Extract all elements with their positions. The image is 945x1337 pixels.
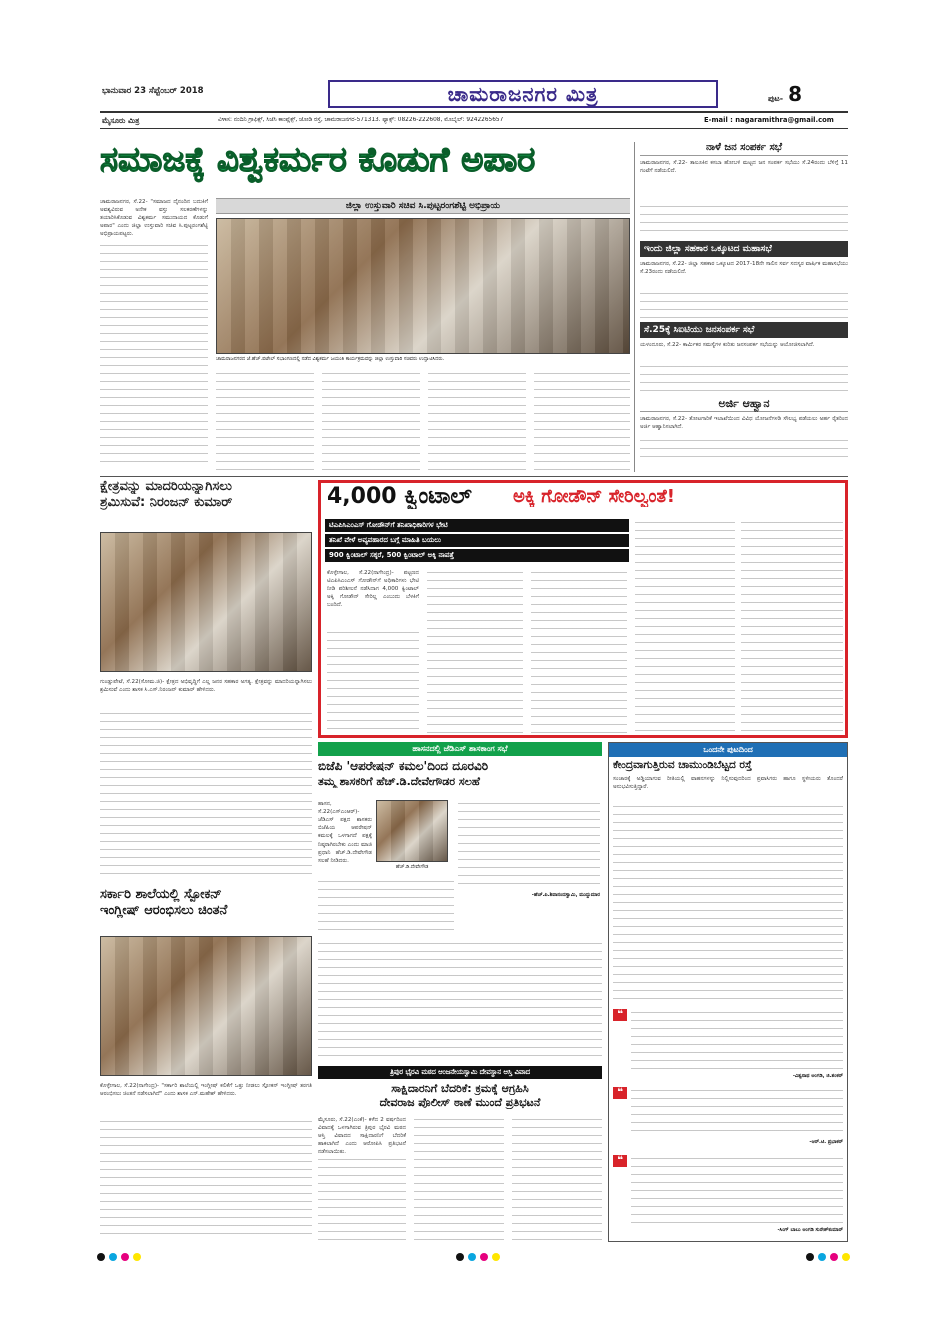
niranjan-headline-line2: ಶ್ರಮಿಸುವೆ: ನಿರಂಜನ್ ಕುಮಾರ್ [100,496,233,511]
rice-col1 [327,629,419,733]
rice-text: ಕೊಳ್ಳೇಗಾಲ, ಸೆ.22(ನಾಗೇಂದ್ರ)- ಪಟ್ಟಣದ ಟಿಎಪಿಸಿಎಂಎಸ್ ಗೋಡೌನ್‌ಗೆ ಅಧಿಕಾರಿಗಳು ಭೇಟಿ ನೀಡಿ ಪರಿಶೀಲನೆ ನಡೆಸಿದಾಗ 4,000 ಕ್ವಿಂಟಾಲ್ ಅಕ್ಕಿ ಗೋಡೌನ್ ಸೇರಿಲ್ಲ ಎಂಬುದು ಬೆಳಕಿಗೆ ಬಂದಿದೆ. [327,570,419,609]
school-story [100,888,312,1242]
quote-mark-2: ❝ [613,1087,627,1099]
sidebar-notices [640,142,848,472]
temple-story [318,1066,602,1242]
school-photo [100,936,312,1076]
niranjan-text: ಗುಂಡ್ಲುಪೇಟೆ, ಸೆ.22(ಸೋಮ.ಜಿ)- ಕ್ಷೇತ್ರದ ಅಭಿವೃದ್ಧಿಗೆ ಎಲ್ಲ ಜನರ ಸಹಕಾರ ಅಗತ್ಯ. ಕ್ಷೇತ್ರವನ್ನು ಮಾದರಿಯನ್ನಾಗಿಸಲು ಶ್ರಮಿಸುವೆ ಎಂದು ಶಾಸಕ ಸಿ.ಎಸ್.ನಿರಂಜನ್ ಕುಮಾರ್ ಹೇಳಿದರು. [100,679,312,694]
rice-col5 [741,519,843,733]
lead-photo-caption: ಚಾಮರಾಜನಗರದ ಜೆ.ಹೆಚ್.ಪಟೇಲ್ ಸಭಾಂಗಣದಲ್ಲಿ ನಡೆದ ವಿಶ್ವಕರ್ಮ ಜಯಂತಿ ಕಾರ್ಯಕ್ರಮವನ್ನು ಜಿಲ್ಲಾ ಉಸ್ತುವಾರಿ ಸಚಿವರು ಉದ್ಘಾಟಿಸಿದರು. [216,356,445,362]
temple-text: ಮೈಸೂರು, ಸೆ.22(ಎಂಕೆ)- ಕಳೆದ 2 ವರ್ಷದಿಂದ ವಿವಾದಕ್ಕೆ ಒಳಗಾಗಿರುವ ತ್ರಿಪುರ ಭೈರವಿ ಮಠದ ಆಸ್ತಿ ವಿವಾದದ ಸಾಕ್ಷಿದಾರನಿಗೆ ಬೆದರಿಕೆ ಹಾಕಲಾಗಿದೆ ಎಂದು ಆರೋಪಿಸಿ ಪ್ರತಿಭಟನೆ ನಡೆಸಲಾಯಿತು. [318,1117,406,1156]
registration-dot [133,1253,141,1261]
quote-mark-3: ❝ [613,1155,627,1167]
registration-dot [806,1253,814,1261]
notice-3-lines [640,363,848,393]
lead-body-col5 [534,370,630,470]
rice-bullet-2: ತನಿಖೆ ವೇಳೆ ಅವ್ಯವಹಾರದ ಬಗ್ಗೆ ಮಾಹಿತಿ ಬಯಲು [325,534,629,547]
temple-col3 [512,1116,602,1240]
jds-headline-line2: ತಮ್ಮ ಶಾಸಕರಿಗೆ ಹೆಚ್.ಡಿ.ದೇವೇಗೌಡರ ಸಲಹೆ [318,776,480,789]
niranjan-headline-line1: ಕ್ಷೇತ್ರವನ್ನು ಮಾದರಿಯನ್ನಾಗಿಸಲು [100,480,232,494]
road-byline-1: -ವಿಶ್ವನಾಥ ಅಂಗಡಿ, ಜಿ.ಶಂಕರ್ [792,1073,843,1079]
road-lines-3 [631,1087,843,1135]
rice-bullets [325,519,629,562]
road-lines-4 [631,1155,843,1223]
masthead [100,80,848,138]
registration-dot [97,1253,105,1261]
registration-dot [121,1253,129,1261]
road-byline-3: -ಸಿಂಗ್ ಬಾಬು ಅಂಗಡಿ ಸುರೇಶ್‌ಕುಮಾರ್ [777,1227,843,1233]
registration-dot [456,1253,464,1261]
lead-body-col1-lines [100,242,208,467]
lead-body-col4 [428,370,526,470]
notice-3-text: ಯಳಂದೂರು, ಸೆ.22- ಕಾರ್ಮಿಕರ ಸಮಸ್ಯೆಗಳ ಕುರಿತು ಜನಸಂಪರ್ಕ ಸಭೆಯನ್ನು ಆಯೋಜಿಸಲಾಗಿದೆ. [640,342,815,348]
road-headline: ಕೇಂದ್ರವಾಗುತ್ತಿರುವ ಚಾಮುಂಡಿಬೆಟ್ಟದ ರಸ್ತೆ [613,759,752,771]
notice-2-text: ಚಾಮರಾಜನಗರ, ಸೆ.22- ಜಿಲ್ಲಾ ಸಹಕಾರ ಒಕ್ಕೂಟದ 2017-18ನೇ ಸಾಲಿನ ಸರ್ವ ಸದಸ್ಯರ ವಾರ್ಷಿಕ ಮಹಾಸಭೆಯು ಸೆ.23ರಂದು ನಡೆಯಲಿದೆ. [640,261,848,276]
niranjan-story [100,480,312,882]
school-lines [100,1118,312,1238]
road-text: ಸಂಚಾರಕ್ಕೆ ಅಡ್ಡಿಯಾಗುವ ರೀತಿಯಲ್ಲಿ ವಾಹನಗಳನ್ನು ನಿಲ್ಲಿಸುವುದರಿಂದ ಪ್ರವಾಸಿಗರು ಹಾಗೂ ಸ್ಥಳೀಯರು ತೊಂದರೆ ಅನುಭವಿಸುತ್ತಿದ್ದಾರೆ. [613,775,843,790]
masthead-bottom-rule [100,128,848,129]
notice-4-text: ಚಾಮರಾಜನಗರ, ಸೆ.22- ತೋಟಗಾರಿಕೆ ಇಲಾಖೆಯಿಂದ ವಿವಿಧ ಯೋಜನೆಗಳಡಿ ಸೌಲಭ್ಯ ಪಡೆಯಲು ಅರ್ಹ ರೈತರಿಂದ ಅರ್ಜಿ ಆಹ್ವಾನಿಸಲಾಗಿದೆ. [640,416,848,431]
registration-dot [480,1253,488,1261]
school-headline-line2: ಇಂಗ್ಲೀಷ್ ಆರಂಭಿಸಲು ಚಿಂತನೆ [100,904,228,919]
registration-dot [492,1253,500,1261]
rice-col3 [531,569,627,733]
registration-dot [830,1253,838,1261]
temple-kicker: ತ್ರಿಪುರ ಭೈರವಿ ಮಠದ ಆಂಜನೇಯಸ್ವಾಮಿ ದೇವಸ್ಥಾನ ಆಸ್ತಿ ವಿವಾದ [318,1066,602,1079]
jds-text: ಹಾಸನ, ಸೆ.22(ಎಸ್‌ಎಂಆರ್)- ಜೆಡಿಎಸ್ ಪಕ್ಷದ ಶಾಸಕರು ಬಿಜೆಪಿಯ ಆಪರೇಷನ್ ಕಮಲಕ್ಕೆ ಒಳಗಾಗದೆ ಪಕ್ಷಕ್ಕೆ ನಿಷ್ಠರಾಗಿರಬೇಕು ಎಂದು ಮಾಜಿ ಪ್ರಧಾನಿ ಹೆಚ್.ಡಿ.ದೇವೇಗೌಡ ಸಲಹೆ ನೀಡಿದರು. [318,801,372,864]
issue-date: ಭಾನುವಾರ 23 ಸೆಪ್ಟೆಂಬರ್ 2018 [102,86,204,96]
jds-kicker: ಹಾಸನದಲ್ಲಿ ಜೆಡಿಎಸ್ ಶಾಸಕಾಂಗ ಸಭೆ [318,742,602,756]
rice-col2 [427,569,523,733]
rice-bullet-3: 900 ಕ್ವಿಂಟಾಲ್ ಸಕ್ಕರೆ, 500 ಕ್ವಿಂಟಾಲ್ ಅಕ್ಕಿ ನಾಪತ್ತೆ [325,549,629,562]
road-kicker: ಒಂದನೇ ಪುಟದಿಂದ [609,743,847,757]
school-text: ಕೊಳ್ಳೇಗಾಲ, ಸೆ.22(ನಾಗೇಂದ್ರ)- "ಸರ್ಕಾರಿ ಶಾಲೆಯಲ್ಲಿ ಇಂಗ್ಲೀಷ್ ಕಲಿಕೆಗೆ ಒತ್ತು ನೀಡಲು ಸ್ಪೋಕನ್ ಇಂಗ್ಲೀಷ್ ತರಗತಿ ಆರಂಭಿಸಲು ಚಿಂತನೆ ನಡೆಸಲಾಗಿದೆ" ಎಂದು ಶಾಸಕ ಎನ್.ಮಹೇಶ್ ಹೇಳಿದರು. [100,1083,312,1098]
niranjan-photo [100,532,312,672]
column-rule [634,142,635,472]
road-box [608,742,848,1242]
notice-2-head: ಇಂದು ಜಿಲ್ಲಾ ಸಹಕಾರ ಒಕ್ಕೂಟದ ಮಹಾಸಭೆ [640,241,848,257]
temple-headline-line1: ಸಾಕ್ಷಿದಾರನಿಗೆ ಬೆದರಿಕೆ: ಕ್ರಮಕ್ಕೆ ಆಗ್ರಹಿಸಿ [391,1083,529,1095]
lead-story [100,142,630,472]
road-lines-2 [631,1009,843,1069]
masthead-rule [100,111,848,113]
registration-dot [468,1253,476,1261]
temple-headline-line2: ದೇವರಾಜ ಪೊಲೀಸ್ ಠಾಣೆ ಮುಂದೆ ಪ್ರತಿಭಟನೆ [379,1097,541,1110]
rice-headline-amount: 4,000 ಕ್ವಿಂಟಾಲ್ [327,485,472,509]
jds-continuation [318,940,602,1062]
section-divider [100,476,848,477]
lead-subhead-band [216,198,630,214]
publisher-address: ವಿಳಾಸ: ನಂದಿನಿ ಗ್ರಾಫಿಕ್ಸ್, ಸಿಜೆಸಿ ಕಾಂಪ್ಲೆಕ್ಸ್, ಜೋಡಿ ರಸ್ತೆ, ಚಾಮರಾಜನಗರ-571313. ಫ್ಯಾಕ್ಸ್: 08226-222608, ಮೊಬೈಲ್: 9242265657 [218,117,504,123]
registration-dot [818,1253,826,1261]
niranjan-lines [100,710,312,878]
jds-col1b [318,878,454,936]
newspaper-title: ಚಾಮರಾಜನಗರ ಮಿತ್ರ [447,82,599,106]
page-label: ಪುಟ- [768,94,784,103]
lead-body-col2 [216,370,314,470]
rice-story [318,480,848,738]
road-lines-1 [613,803,843,1003]
notice-4-lines [640,437,848,463]
rice-headline-main: ಅಕ್ಕಿ ಗೋಡೌನ್ ಸೇರಿಲ್ವಂತೆ! [513,487,675,507]
devegowda-caption: ಹೆಚ್.ಡಿ.ದೇವೇಗೌಡ [395,864,429,870]
contact-email: E-mail : nagaramithra@gmail.com [704,116,834,124]
temple-col1 [318,1156,406,1240]
devegowda-photo [376,800,448,862]
jds-byline: -ಹೆಚ್.ಪಿ.ಶಿವಾನಂದಸ್ವಾಮಿ, ಮುದ್ದುಮಾರ [531,892,600,898]
jds-headline-line1: ಬಿಜೆಪಿ 'ಆಪರೇಷನ್ ಕಮಲ'ದಿಂದ ದೂರವಿರಿ [318,760,489,773]
road-byline-2: -ಆರ್.ಟಿ. ಪ್ರಭಾಕರ್ [809,1139,843,1145]
notice-1-text: ಚಾಮರಾಜನಗರ, ಸೆ.22- ತಾಲೂಕಿನ ಕಸಬಾ ಹೋಬಳಿ ಮಟ್ಟದ ಜನ ಸಂಪರ್ಕ ಸಭೆಯು ಸೆ.24ರಂದು ಬೆಳಿಗ್ಗೆ 11 ಗಂಟೆಗೆ ನಡೆಯಲಿದೆ. [640,160,848,175]
notice-4-head: ಅರ್ಜಿ ಆಹ್ವಾನ [640,397,848,412]
rice-bullet-1: ಟಿಎಪಿಸಿಎಂಎಸ್ ಗೋಡೌನ್‌ಗೆ ತನಿಖಾಧಿಕಾರಿಗಳ ಭೇಟಿ [325,519,629,532]
notice-1-lines [640,203,848,237]
lead-subhead: ಜಿಲ್ಲಾ ಉಸ್ತುವಾರಿ ಸಚಿವ ಸಿ.ಪುಟ್ಟರಂಗಶೆಟ್ಟಿ ಅಭಿಪ್ರಾಯ [345,201,501,211]
registration-dot [109,1253,117,1261]
lead-photo [216,218,630,354]
notice-1-head: ನಾಳೆ ಜನ ಸಂಪರ್ಕ ಸಭೆ [640,142,848,156]
registration-dot [842,1253,850,1261]
rice-col4 [635,519,735,733]
school-headline-line1: ಸರ್ಕಾರಿ ಶಾಲೆಯಲ್ಲಿ ಸ್ಪೋಕನ್ [100,888,222,902]
lead-headline: ಸಮಾಜಕ್ಕೆ ವಿಶ್ವಕರ್ಮರ ಕೊಡುಗೆ ಅಪಾರ [100,142,536,180]
edition-name: ಮೈಸೂರು ಮಿತ್ರ [102,116,140,125]
jds-col2 [458,800,600,890]
lead-body-col1: ಚಾಮರಾಜನಗರ, ಸೆ.22- "ಸಮಾಜದ ದೈನಂದಿನ ಬದುಕಿಗೆ ಅವಶ್ಯವಿರುವ ಅನೇಕ ವಸ್ತು ಸಲಕರಣೆಗಳನ್ನು ತಯಾರಿಸಿಕೊಡುವ ವಿಶ್ವಕರ್ಮ ಸಮುದಾಯದ ಕೊಡುಗೆ ಅಪಾರ" ಎಂದು ಜಿಲ್ಲಾ ಉಸ್ತುವಾರಿ ಸಚಿವ ಸಿ.ಪುಟ್ಟರಂಗಶೆಟ್ಟಿ ಅಭಿಪ್ರಾಯಪಟ್ಟರು. [100,199,208,238]
lead-body-col3 [322,370,420,470]
temple-col2 [414,1116,504,1240]
page-number: 8 [788,82,803,106]
masthead-title-box [328,80,718,108]
jds-story [318,742,602,938]
notice-2-lines [640,290,848,318]
quote-mark-1: ❝ [613,1009,627,1021]
notice-3-head: ಸೆ.25ಕ್ಕೆ ಸಿಐಟಿಯು ಜನಸಂಪರ್ಕ ಸಭೆ [640,322,848,338]
page-number-box [768,82,848,106]
